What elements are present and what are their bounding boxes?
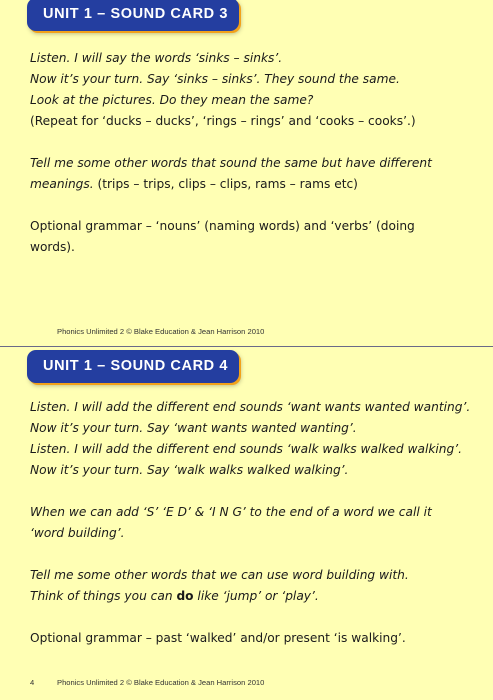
- grammar-line: Optional grammar – ‘nouns’ (naming words) and ‘verbs’ (doing: [30, 219, 415, 233]
- instruction-line: Listen. I will add the different end sounds ‘want wants wanted wanting’.: [30, 400, 471, 414]
- footer-credit: Phonics Unlimited 2 © Blake Education & Jean Harrison 2010: [57, 327, 265, 336]
- instruction-line: Listen. I will add the different end sounds ‘walk walks walked walking’.: [30, 442, 462, 456]
- emphasis-word: do: [176, 589, 194, 603]
- instruction-text: (trips – trips, clips – clips, rams – rams etc): [93, 177, 358, 191]
- page-number: 4: [30, 678, 35, 687]
- instruction-line: Now it’s your turn. Say ‘sinks – sinks’. They sound the same.: [30, 72, 400, 86]
- instruction-line: Look at the pictures. Do they mean the same?: [30, 93, 314, 107]
- grammar-line: Optional grammar – past ‘walked’ and/or present ‘is walking’.: [30, 631, 406, 645]
- instruction-line: Now it’s your turn. Say ‘walk walks walked walking’.: [30, 463, 349, 477]
- instruction-text: Think of things you can: [30, 589, 177, 603]
- sound-card-4: [0, 347, 493, 700]
- card-instructions: [30, 397, 473, 649]
- instruction-line: Tell me some other words that sound the same but have different: [30, 156, 432, 170]
- instruction-line: (Repeat for ‘ducks – ducks’, ‘rings – rings’ and ‘cooks – cooks’.): [30, 114, 416, 128]
- grammar-line: words).: [30, 240, 75, 254]
- instruction-line: Tell me some other words that we can use word building with.: [30, 568, 409, 582]
- card-title: UNIT 1 – SOUND CARD 4: [27, 350, 239, 383]
- instruction-text: like ‘jump’ or ‘play’.: [193, 589, 319, 603]
- instruction-line: ‘word building’.: [30, 526, 125, 540]
- sound-card-3: [0, 0, 493, 347]
- card-title: UNIT 1 – SOUND CARD 3: [27, 0, 239, 31]
- card-instructions: [30, 48, 473, 258]
- instruction-text: meanings.: [30, 177, 94, 191]
- instruction-line: [30, 174, 473, 195]
- footer-credit: Phonics Unlimited 2 © Blake Education & Jean Harrison 2010: [57, 678, 265, 687]
- instruction-line: Listen. I will say the words ‘sinks – sinks’.: [30, 51, 283, 65]
- instruction-line: [30, 586, 473, 607]
- instruction-line: Now it’s your turn. Say ‘want wants wanted wanting’.: [30, 421, 357, 435]
- instruction-line: When we can add ‘S’ ‘E D’ & ‘I N G’ to the end of a word we call it: [30, 505, 432, 519]
